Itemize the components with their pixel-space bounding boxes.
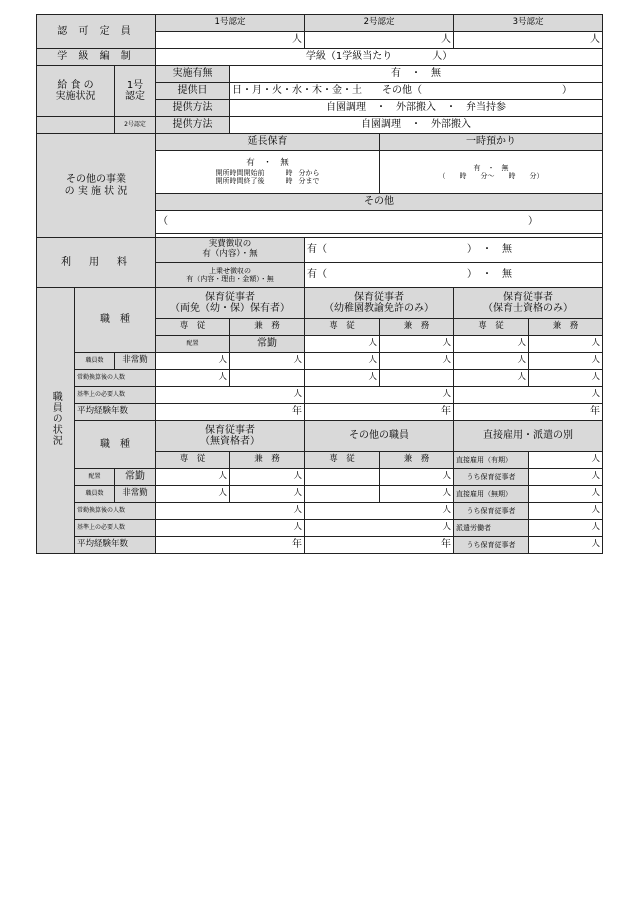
t2-regular-c2-full[interactable]	[305, 469, 380, 486]
extended-yes-no: 有 ・ 無	[246, 158, 289, 169]
open-before-label: 開所時間開始前 時	[215, 168, 293, 177]
meal-method-label-2: 提供方法	[156, 117, 230, 134]
temporary-yes-no: 有 ・ 無	[473, 163, 509, 172]
dispatch-field[interactable]: 人	[529, 520, 603, 537]
meal-label-cont	[37, 117, 115, 134]
of-which-label-3: うち保育従事者	[454, 537, 529, 554]
t1-col3-full-header: 専 従	[454, 319, 529, 336]
t2-col2-part-header: 兼 務	[380, 452, 454, 469]
surcharge-field[interactable]: 有（ ） ・ 無	[305, 263, 603, 288]
t1-col3-line1: 保育従事者	[503, 291, 554, 303]
staff-section-text: 職員の状況	[50, 391, 62, 447]
placement-label-1: 配置	[156, 336, 230, 353]
t2-col1-line1: 保育従事者	[205, 424, 255, 436]
meal-label-line2: 実施状況	[55, 91, 96, 102]
other-field[interactable]: （ ）	[156, 211, 603, 234]
other-header: その他	[156, 194, 603, 211]
close-after-label: 開所時間終了後 時	[215, 176, 293, 185]
t2-nonregular-c2-part[interactable]: 人	[380, 486, 454, 503]
fte-label-1: 常勤換算後の人数	[75, 370, 156, 387]
temporary-time: （ 時 分〜 時 分）	[438, 172, 544, 180]
extended-care-header: 延長保育	[156, 134, 380, 151]
direct-fixed-field[interactable]: 人	[529, 452, 603, 469]
of-which-label-1: うち保育従事者	[454, 469, 529, 486]
direct-open-field[interactable]: 人	[529, 486, 603, 503]
t1-col3-part-header: 兼 務	[529, 319, 603, 336]
t1-col1-full-header: 専 従	[156, 319, 230, 336]
t2-fte-c2[interactable]: 人	[305, 503, 454, 520]
meal-method-field-2[interactable]: 自園調理 ・ 外部搬入	[230, 117, 603, 134]
surcharge-line2: 有（内容・理由・金額）・無	[186, 275, 274, 283]
t1-avg-years-c3[interactable]: 年	[454, 404, 603, 421]
t2-regular-c1-full[interactable]: 人	[156, 469, 230, 486]
extended-care-field[interactable]	[156, 151, 380, 194]
t2-nonregular-c1-full[interactable]: 人	[156, 486, 230, 503]
placement-label-2: 配置	[75, 469, 115, 486]
nonregular-label-1: 非常勤	[115, 353, 156, 370]
of-which-label-2: うち保育従事者	[454, 503, 529, 520]
avg-years-label-1: 平均経験年数	[75, 404, 156, 421]
t1-regular-c1-full[interactable]: 人	[305, 336, 380, 353]
fte-label-2: 常勤換算後の人数	[75, 503, 156, 520]
t1-nonregular-c2-part[interactable]: 人	[380, 353, 454, 370]
of-which-field-2[interactable]: 人	[529, 503, 603, 520]
cert1-header: 1号認定	[156, 15, 305, 32]
t1-col3-header	[454, 288, 603, 319]
t2-avg-years-c1[interactable]: 年	[156, 537, 305, 554]
t1-fte-c3[interactable]: 人	[454, 370, 529, 387]
meal-impl-field[interactable]: 有 ・ 無	[230, 66, 603, 83]
job-type-label-2: 職 種	[75, 421, 156, 469]
t1-nonregular-c3-part[interactable]: 人	[529, 353, 603, 370]
class-org-field[interactable]: 学級（1学級当たり 人）	[156, 49, 603, 66]
other-services-label-line2: の 実 施 状 況	[64, 185, 128, 197]
meal-cert1-label	[115, 66, 156, 117]
meal-label-line1: 給 食 の	[57, 79, 94, 91]
t1-regular-c2-full[interactable]: 人	[454, 336, 529, 353]
fees-label: 利 用 料	[37, 238, 156, 288]
cert2-header: 2号認定	[305, 15, 454, 32]
required-label-1: 基準上の必要人数	[75, 387, 156, 404]
meal-method-field-1[interactable]: 自園調理 ・ 外部搬入 ・ 弁当持参	[230, 100, 603, 117]
t1-nonregular-c1-part[interactable]: 人	[230, 353, 305, 370]
of-which-field-3[interactable]: 人	[529, 537, 603, 554]
actual-cost-line2: 有（内容）・無	[202, 249, 258, 259]
t1-fte-c1-blank	[230, 370, 305, 387]
class-org-label: 学 級 編 制	[37, 49, 156, 66]
meal-cert1-label-a: 1号	[126, 79, 144, 91]
meal-day-field[interactable]: 日・月・火・水・木・金・土 その他（ ）	[230, 83, 603, 100]
avg-years-label-2: 平均経験年数	[75, 537, 156, 554]
until-label: 分まで	[298, 176, 320, 185]
t1-col3-line2: （保育士資格のみ）	[483, 303, 574, 314]
meal-cert1-label-b: 認定	[125, 91, 145, 102]
t2-col1-line2: （無資格者）	[200, 436, 260, 447]
t1-col2-part-header: 兼 務	[380, 319, 454, 336]
cert2-capacity-field[interactable]: 人	[305, 32, 454, 49]
t1-regular-c1-part[interactable]: 人	[380, 336, 454, 353]
cert3-header: 3号認定	[454, 15, 603, 32]
t1-col2-line2: （幼稚園教諭免許のみ）	[324, 303, 435, 314]
cert3-capacity-field[interactable]: 人	[454, 32, 603, 49]
t2-col1-full-header: 専 従	[156, 452, 230, 469]
t1-col1-line2: （両免（幼・保）保有者）	[170, 303, 290, 314]
t2-required-c1[interactable]: 人	[156, 520, 305, 537]
meal-impl-label: 実施有無	[156, 66, 230, 83]
t2-avg-years-c2[interactable]: 年	[305, 537, 454, 554]
of-which-field-1[interactable]: 人	[529, 469, 603, 486]
surcharge-label	[156, 263, 305, 288]
t1-nonregular-c1-full[interactable]: 人	[156, 353, 230, 370]
t1-required-c3[interactable]: 人	[454, 387, 603, 404]
t1-required-c2[interactable]: 人	[305, 387, 454, 404]
capacity-label: 認 可 定 員	[37, 15, 156, 49]
meal-label	[37, 66, 115, 117]
t2-col2-header: その他の職員	[305, 421, 454, 452]
t1-fte-c3-extra[interactable]: 人	[529, 370, 603, 387]
regular-label-2: 常勤	[115, 469, 156, 486]
t2-fte-c1[interactable]: 人	[156, 503, 305, 520]
t1-col2-full-header: 専 従	[305, 319, 380, 336]
nonregular-label-2: 非常勤	[115, 486, 156, 503]
t1-fte-c2[interactable]: 人	[305, 370, 380, 387]
t1-col1-header	[156, 288, 305, 319]
t1-col2-header	[305, 288, 454, 319]
dispatch-label: 派遣労働者	[454, 520, 529, 537]
surcharge-line1: 上乗せ徴収の	[209, 266, 251, 275]
t1-nonregular-c3-full[interactable]: 人	[454, 353, 529, 370]
temporary-care-header: 一時預かり	[380, 134, 603, 151]
t1-fte-c2-blank	[380, 370, 454, 387]
t1-regular-c2-part[interactable]: 人	[529, 336, 603, 353]
other-services-label	[37, 134, 156, 238]
t1-nonregular-c2-full[interactable]: 人	[305, 353, 380, 370]
job-type-label-1: 職 種	[75, 288, 156, 353]
t2-regular-c2-part[interactable]: 人	[380, 469, 454, 486]
t2-required-c2[interactable]: 人	[305, 520, 454, 537]
t1-col2-line1: 保育従事者	[354, 291, 405, 303]
t2-regular-c1-part[interactable]: 人	[230, 469, 305, 486]
staff-count-label-2: 職員数	[75, 486, 115, 503]
staff-count-label-1: 職員数	[75, 353, 115, 370]
t1-fte-c1[interactable]: 人	[156, 370, 230, 387]
t2-nonregular-c2-full[interactable]	[305, 486, 380, 503]
actual-cost-line1: 実費徴収の	[208, 239, 252, 250]
temporary-care-field[interactable]	[380, 151, 603, 194]
t1-col1-line1: 保育従事者	[205, 291, 255, 303]
t2-col2-full-header: 専 従	[305, 452, 380, 469]
t1-col1-part-header: 兼 務	[230, 319, 305, 336]
regular-label-1: 常勤	[230, 336, 305, 353]
facility-report-form	[36, 14, 603, 554]
other-services-label-line1: その他の事業	[66, 174, 126, 185]
cert1-capacity-field[interactable]: 人	[156, 32, 305, 49]
t1-avg-years-c1[interactable]: 年	[156, 404, 305, 421]
t1-avg-years-c2[interactable]: 年	[305, 404, 454, 421]
from-label: 分から	[298, 168, 320, 177]
actual-cost-field[interactable]: 有（ ） ・ 無	[305, 238, 603, 263]
direct-fixed-label: 直接雇用（有期）	[454, 452, 529, 469]
direct-open-label: 直接雇用（無期）	[454, 486, 529, 503]
t1-required-c1[interactable]: 人	[156, 387, 305, 404]
t2-col3-header: 直接雇用・派遣の別	[454, 421, 603, 452]
t2-col1-part-header: 兼 務	[230, 452, 305, 469]
actual-cost-label	[156, 238, 305, 263]
required-label-2: 基準上の必要人数	[75, 520, 156, 537]
meal-day-label: 提供日	[156, 83, 230, 100]
staff-section-label	[37, 288, 75, 554]
meal-method-label-1: 提供方法	[156, 100, 230, 117]
meal-cert2-label: 2号認定	[115, 117, 156, 134]
t2-col1-header	[156, 421, 305, 452]
t2-nonregular-c1-part[interactable]: 人	[230, 486, 305, 503]
